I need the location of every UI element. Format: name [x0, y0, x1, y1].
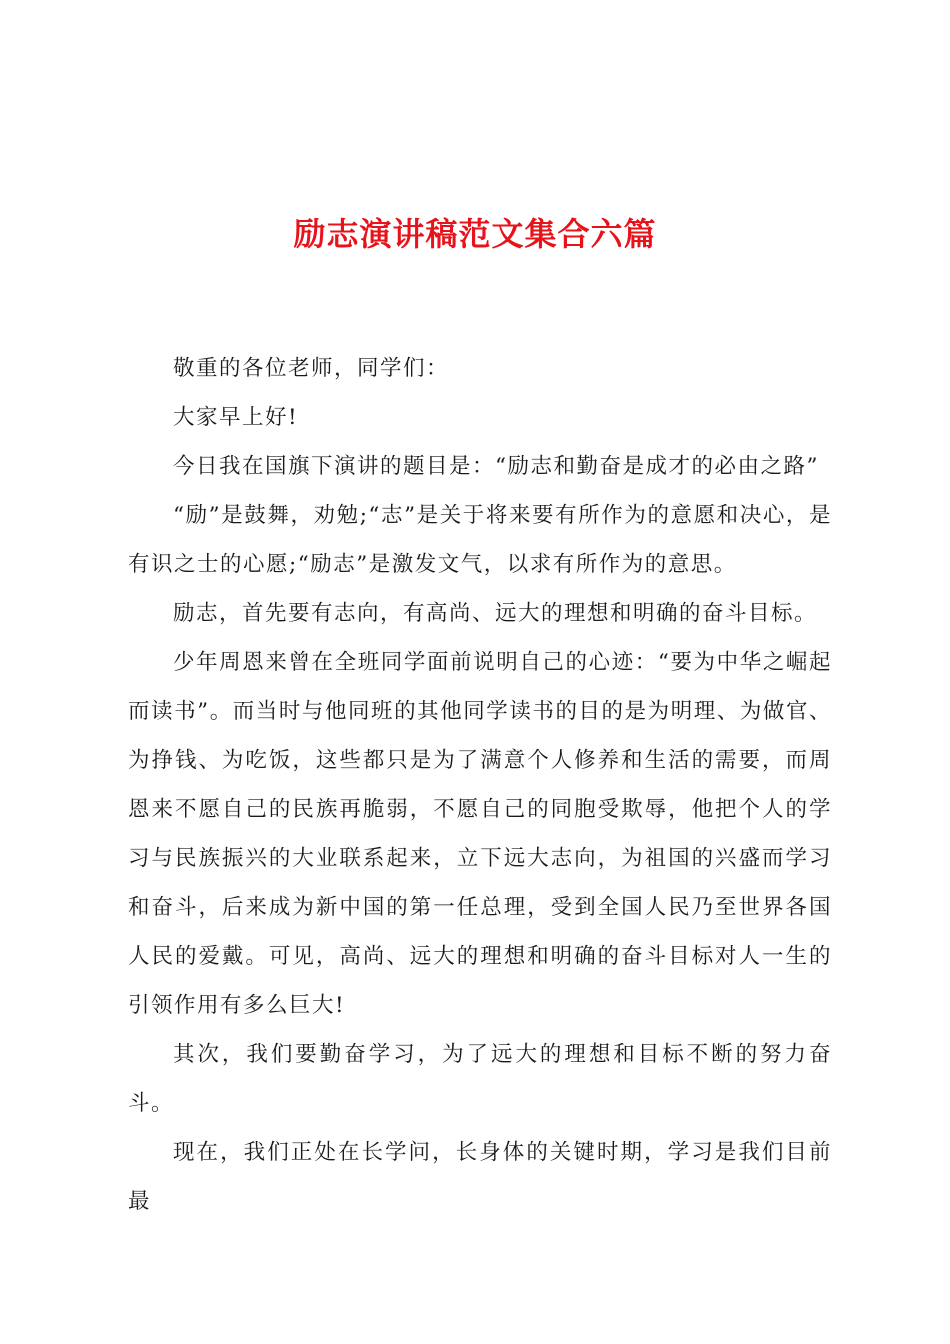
paragraph-zhou-enlai: 少年周恩来曾在全班同学面前说明自己的心迹：“要为中华之崛起而读书”。而当时与他同班的其他同学读书的目的是为明理、为做官、为挣钱、为吃饭，这些都只是为了满意个人修养和生活的需要，而周恩来不愿自己的民族再脆弱，不愿自己的同胞受欺辱，他把个人的学习与民族振兴的大业联系起来，立下远大志向，为祖国的兴盛而学习和奋斗，后来成为新中国的第一任总理，受到全国人民乃至世界各国人民的爱戴。可见，高尚、远大的理想和明确的奋斗目标对人一生的引领作用有多么巨大!: [128, 650, 832, 1018]
paragraph-topic: 今日我在国旗下演讲的题目是：“励志和勤奋是成才的必由之路”: [173, 454, 819, 479]
paragraph-good-morning: 大家早上好!: [173, 405, 299, 430]
document-body: [128, 344, 832, 1226]
paragraph-current-period: 现在，我们正处在长学问，长身体的关键时期，学习是我们目前最: [128, 1140, 832, 1214]
paragraph-greeting: 敬重的各位老师，同学们：: [173, 356, 450, 381]
paragraph-definition: “励”是鼓舞，劝勉;“志”是关于将来要有所作为的意愿和决心，是有识之士的心愿;“励志”是激发文气，以求有所作为的意思。: [128, 503, 832, 577]
paragraph-ambition: 励志，首先要有志向，有高尚、远大的理想和明确的奋斗目标。: [173, 601, 818, 626]
document-title: 励志演讲稿范文集合六篇: [293, 215, 657, 253]
paragraph-diligence: 其次，我们要勤奋学习，为了远大的理想和目标不断的努力奋斗。: [128, 1042, 832, 1116]
